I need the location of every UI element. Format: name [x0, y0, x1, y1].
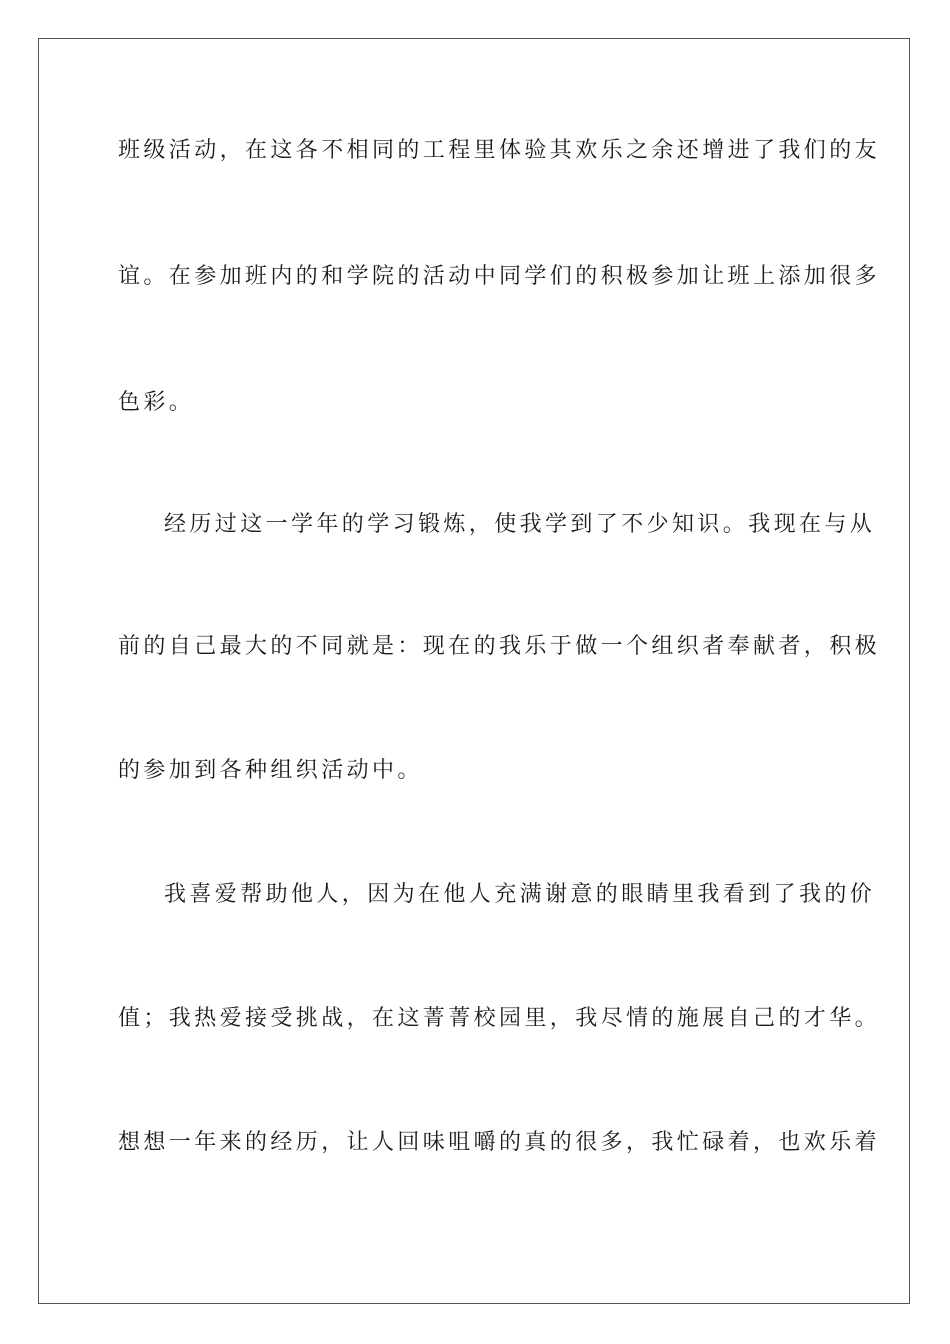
text-line: 色彩。	[118, 390, 195, 415]
text-line: 前的自己最大的不同就是：现在的我乐于做一个组织者奉献者，积极	[118, 634, 881, 659]
text-line: 想想一年来的经历，让人回味咀嚼的真的很多，我忙碌着，也欢乐着	[118, 1130, 881, 1155]
text-line: 的参加到各种组织活动中。	[118, 758, 423, 783]
text-line: 值；我热爱接受挑战，在这菁菁校园里，我尽情的施展自己的才华。	[118, 1006, 881, 1031]
paragraph-first-line: 我喜爱帮助他人，因为在他人充满谢意的眼睛里我看到了我的价	[164, 882, 876, 907]
text-line: 班级活动，在这各不相同的工程里体验其欢乐之余还增进了我们的友	[118, 138, 881, 163]
text-line: 谊。在参加班内的和学院的活动中同学们的积极参加让班上添加很多	[118, 264, 881, 289]
paragraph-first-line: 经历过这一学年的学习锻炼，使我学到了不少知识。我现在与从	[164, 512, 876, 537]
page-border	[38, 38, 910, 1304]
